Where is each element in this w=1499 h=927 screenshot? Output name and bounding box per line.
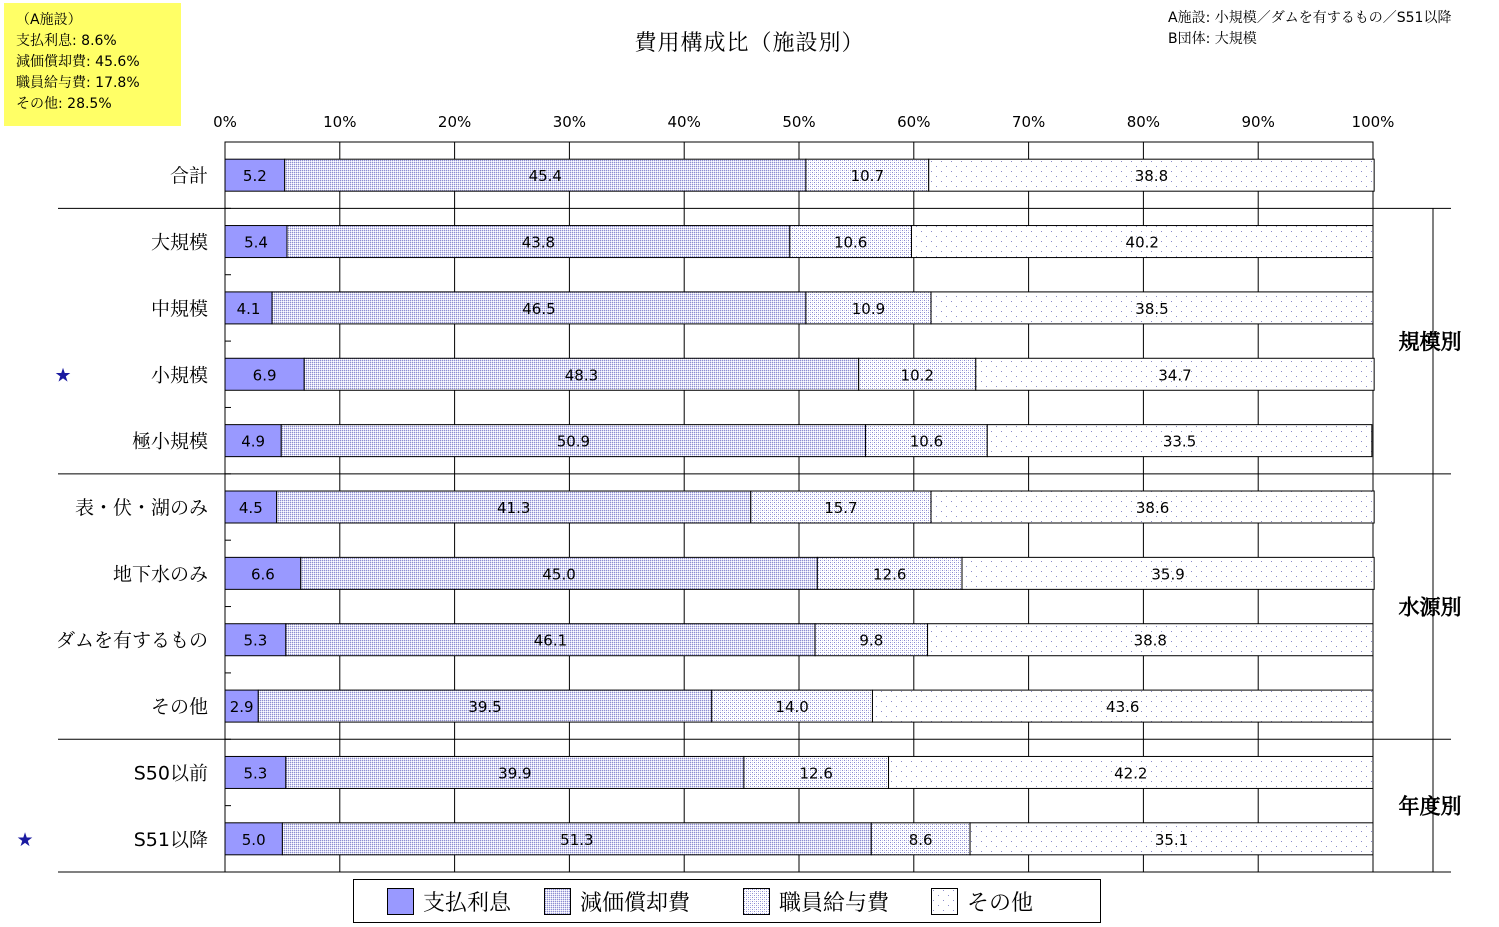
x-tick-label: 70% xyxy=(1011,113,1046,131)
bars xyxy=(225,159,1374,855)
x-tick-label: 20% xyxy=(437,113,472,131)
data-label: 14.0 xyxy=(775,698,809,717)
data-label: 46.1 xyxy=(533,631,568,650)
data-label: 2.9 xyxy=(229,698,254,717)
category-label: 表・伏・湖のみ xyxy=(74,497,208,519)
data-label: 35.1 xyxy=(1154,830,1189,849)
data-label: 5.2 xyxy=(242,167,267,186)
data-label: 45.0 xyxy=(542,565,576,584)
data-label: 43.6 xyxy=(1106,698,1140,717)
data-label: 4.9 xyxy=(241,432,266,451)
chart-title: 費用構成比（施設別） xyxy=(634,31,865,56)
data-label: 10.6 xyxy=(909,432,944,451)
info-line: 減価償却費: 45.6% xyxy=(16,54,140,70)
info-line: その他: 28.5% xyxy=(16,96,112,112)
data-label: 38.8 xyxy=(1134,167,1169,186)
legend-item-salary xyxy=(743,887,889,915)
data-label: 15.7 xyxy=(824,499,858,517)
x-tick-label: 100% xyxy=(1351,113,1395,131)
x-tick-label: 40% xyxy=(667,113,701,131)
data-label: 40.2 xyxy=(1125,233,1159,252)
note-line: B団体: 大規模 xyxy=(1168,31,1257,47)
data-label: 10.9 xyxy=(851,299,886,318)
data-label: 50.9 xyxy=(556,432,591,451)
star-icon: ★ xyxy=(16,828,34,851)
legend-item-depreciation xyxy=(544,887,690,915)
data-label: 51.3 xyxy=(560,830,594,849)
category-label: その他 xyxy=(150,696,208,719)
data-label: 9.8 xyxy=(859,631,884,650)
x-tick-label: 60% xyxy=(897,113,931,131)
info-line: 支払利息: 8.6% xyxy=(16,33,117,49)
legend-swatch-other xyxy=(931,888,958,915)
legend-label: 減価償却費 xyxy=(580,890,691,916)
data-label: 33.5 xyxy=(1162,432,1197,451)
data-label: 42.2 xyxy=(1114,764,1148,783)
data-label: 39.5 xyxy=(468,698,502,717)
legend-label: 支払利息 xyxy=(423,890,512,916)
data-label: 4.1 xyxy=(236,299,261,318)
data-label: 10.6 xyxy=(833,233,868,252)
data-label: 12.6 xyxy=(872,565,907,584)
data-label: 38.8 xyxy=(1133,631,1167,650)
data-label: 5.3 xyxy=(243,764,268,783)
data-label: 10.2 xyxy=(900,366,934,385)
data-label: 34.7 xyxy=(1158,366,1192,385)
data-label: 10.7 xyxy=(850,167,885,186)
category-label: S51以降 xyxy=(133,828,208,851)
data-label: 38.5 xyxy=(1135,299,1169,318)
category-label: 中規模 xyxy=(150,297,208,320)
category-label: 極小規模 xyxy=(131,430,208,453)
category-label: ダムを有するもの xyxy=(55,629,208,652)
data-label: 4.5 xyxy=(238,499,263,517)
group-label: 年度別 xyxy=(1398,794,1462,819)
data-label: 12.6 xyxy=(799,764,833,783)
note-line: A施設: 小規模／ダムを有するもの／S51以降 xyxy=(1168,10,1452,26)
data-label: 5.3 xyxy=(243,631,268,650)
data-label: 39.9 xyxy=(498,764,532,783)
x-tick-label: 10% xyxy=(323,113,357,131)
category-label: 地下水のみ xyxy=(112,563,208,586)
star-icon: ★ xyxy=(54,364,72,387)
x-tick-label: 30% xyxy=(552,113,587,131)
legend-swatch-salary xyxy=(743,888,770,915)
data-label: 45.4 xyxy=(528,167,562,186)
group-label: 水源別 xyxy=(1398,595,1462,620)
x-tick-label: 80% xyxy=(1126,113,1161,131)
legend-label: 職員給与費 xyxy=(779,890,890,916)
data-label: 48.3 xyxy=(564,366,599,385)
data-label: 46.5 xyxy=(522,299,556,318)
legend xyxy=(353,879,1101,923)
category-label: 小規模 xyxy=(150,364,208,387)
info-line: 職員給与費: 17.8% xyxy=(16,75,140,91)
legend-swatch-depreciation xyxy=(544,888,571,915)
legend-label: その他 xyxy=(967,890,1034,916)
x-tick-label: 50% xyxy=(782,113,816,131)
legend-item-interest xyxy=(387,887,511,915)
data-label: 6.6 xyxy=(250,565,275,584)
data-label: 41.3 xyxy=(497,499,531,517)
group-label: 規模別 xyxy=(1398,330,1462,355)
labels xyxy=(0,113,1462,851)
data-label: 43.8 xyxy=(521,233,556,252)
legend-swatch-interest xyxy=(387,888,414,915)
data-label: 38.6 xyxy=(1135,499,1170,517)
x-tick-label: 90% xyxy=(1241,113,1275,131)
data-label: 5.0 xyxy=(241,830,266,849)
data-label: 35.9 xyxy=(1151,565,1185,584)
category-label: 合計 xyxy=(169,165,208,188)
data-label: 8.6 xyxy=(908,830,933,849)
x-tick-label: 0% xyxy=(213,113,237,131)
category-label: 大規模 xyxy=(150,231,208,254)
info-line: （A施設） xyxy=(16,12,82,28)
data-label: 6.9 xyxy=(252,366,277,385)
category-label: S50以前 xyxy=(133,762,208,785)
legend-item-other xyxy=(931,887,1033,915)
data-label: 5.4 xyxy=(244,233,268,252)
